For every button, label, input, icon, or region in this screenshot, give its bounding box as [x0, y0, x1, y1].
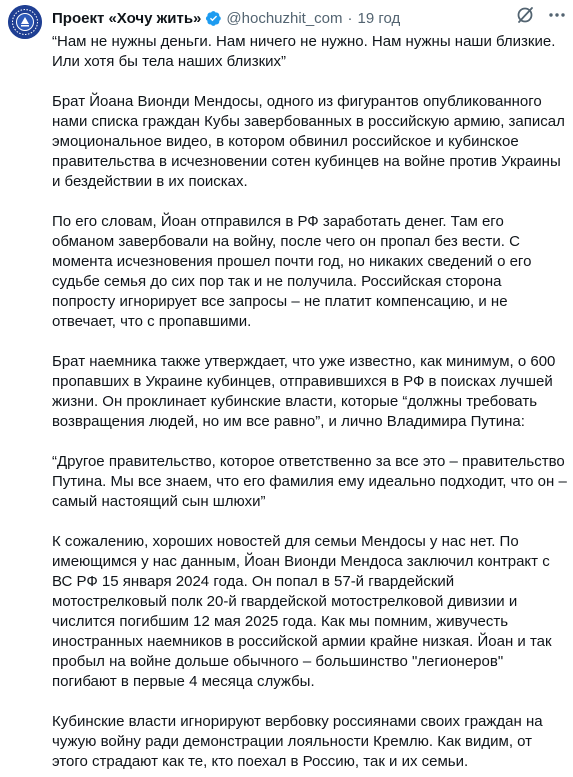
post-paragraph: “Нам не нужны деньги. Нам ничего не нужно. Нам нужны наши близкие. Или хотя бы тела наших близких” [52, 33, 556, 70]
author-name[interactable]: Проект «Хочу жить» [52, 9, 202, 27]
grok-icon[interactable] [515, 5, 535, 30]
author-handle[interactable]: @hochuzhit_com [226, 9, 343, 27]
post-actions [515, 5, 567, 30]
project-logo-icon [8, 5, 42, 39]
post-header [52, 8, 565, 28]
post-body [52, 32, 567, 777]
separator-dot: · [347, 9, 353, 27]
post-paragraph: Брат Йоана Вионди Мендосы, одного из фигурантов опубликованного нами списка граждан Кубы завербованных в российскую армию, записал эмоциональное видео, в котором обвинил российское и кубинское правительства в исчезновении сотен кубинцев на войне против Украины и бездействии в их поисках. [52, 93, 565, 190]
avatar[interactable] [8, 5, 42, 39]
verified-badge-icon [205, 10, 222, 27]
post-paragraph: Брат наемника также утверждает, что уже известно, как минимум, о 600 пропавших в Украине кубинцев, отправившихся в РФ в поисках лучшей жизни. Он проклинает кубинские власти, которые “должны требовать возвращения людей, но им все равно”, и лично Владимира Путина: [52, 353, 556, 430]
more-icon[interactable] [547, 5, 567, 30]
post-paragraph: “Другое правительство, которое ответственно за все это – правительство Путина. Мы все знаем, что его фамилия ему идеально подходит, что он – самый настоящий сын шлюхи” [52, 453, 567, 510]
post-paragraph: Кубинские власти игнорируют вербовку россиянами своих граждан на чужую войну ради демонстрации лояльности Кремлю. Как видим, от этого страдают как те, кто поехал в Россию, так и их семьи. [52, 713, 543, 770]
post-timestamp[interactable]: 19 год [357, 9, 401, 27]
post-paragraph: К сожалению, хороших новостей для семьи Мендосы у нас нет. По имеющимся у нас данным, Йоан Вионди Мендоса заключил контракт с ВС РФ 15 января 2024 года. Он попал в 57-й гвардейский мотострелковый полк 20-й гвардейской мотострелковой дивизии и числится погибшим 12 мая 2025 года. Как мы помним, живучесть иностранных наемников в российской армии крайне низкая. Йоан и так пробыл на войне дольше обычного – большинство "легионеров" погибают в первые 4 месяца службы. [52, 533, 552, 690]
post-paragraph: По его словам, Йоан отправился в РФ заработать денег. Там его обманом завербовали на войну, после чего он пропал без вести. С момента исчезновения прошел почти год, но никаких сведений о его судьбе семья до сих пор так и не получила. Российская сторона попросту игнорирует все запросы – не платит компенсацию, и не отвечает, что с пропавшими. [52, 213, 532, 330]
